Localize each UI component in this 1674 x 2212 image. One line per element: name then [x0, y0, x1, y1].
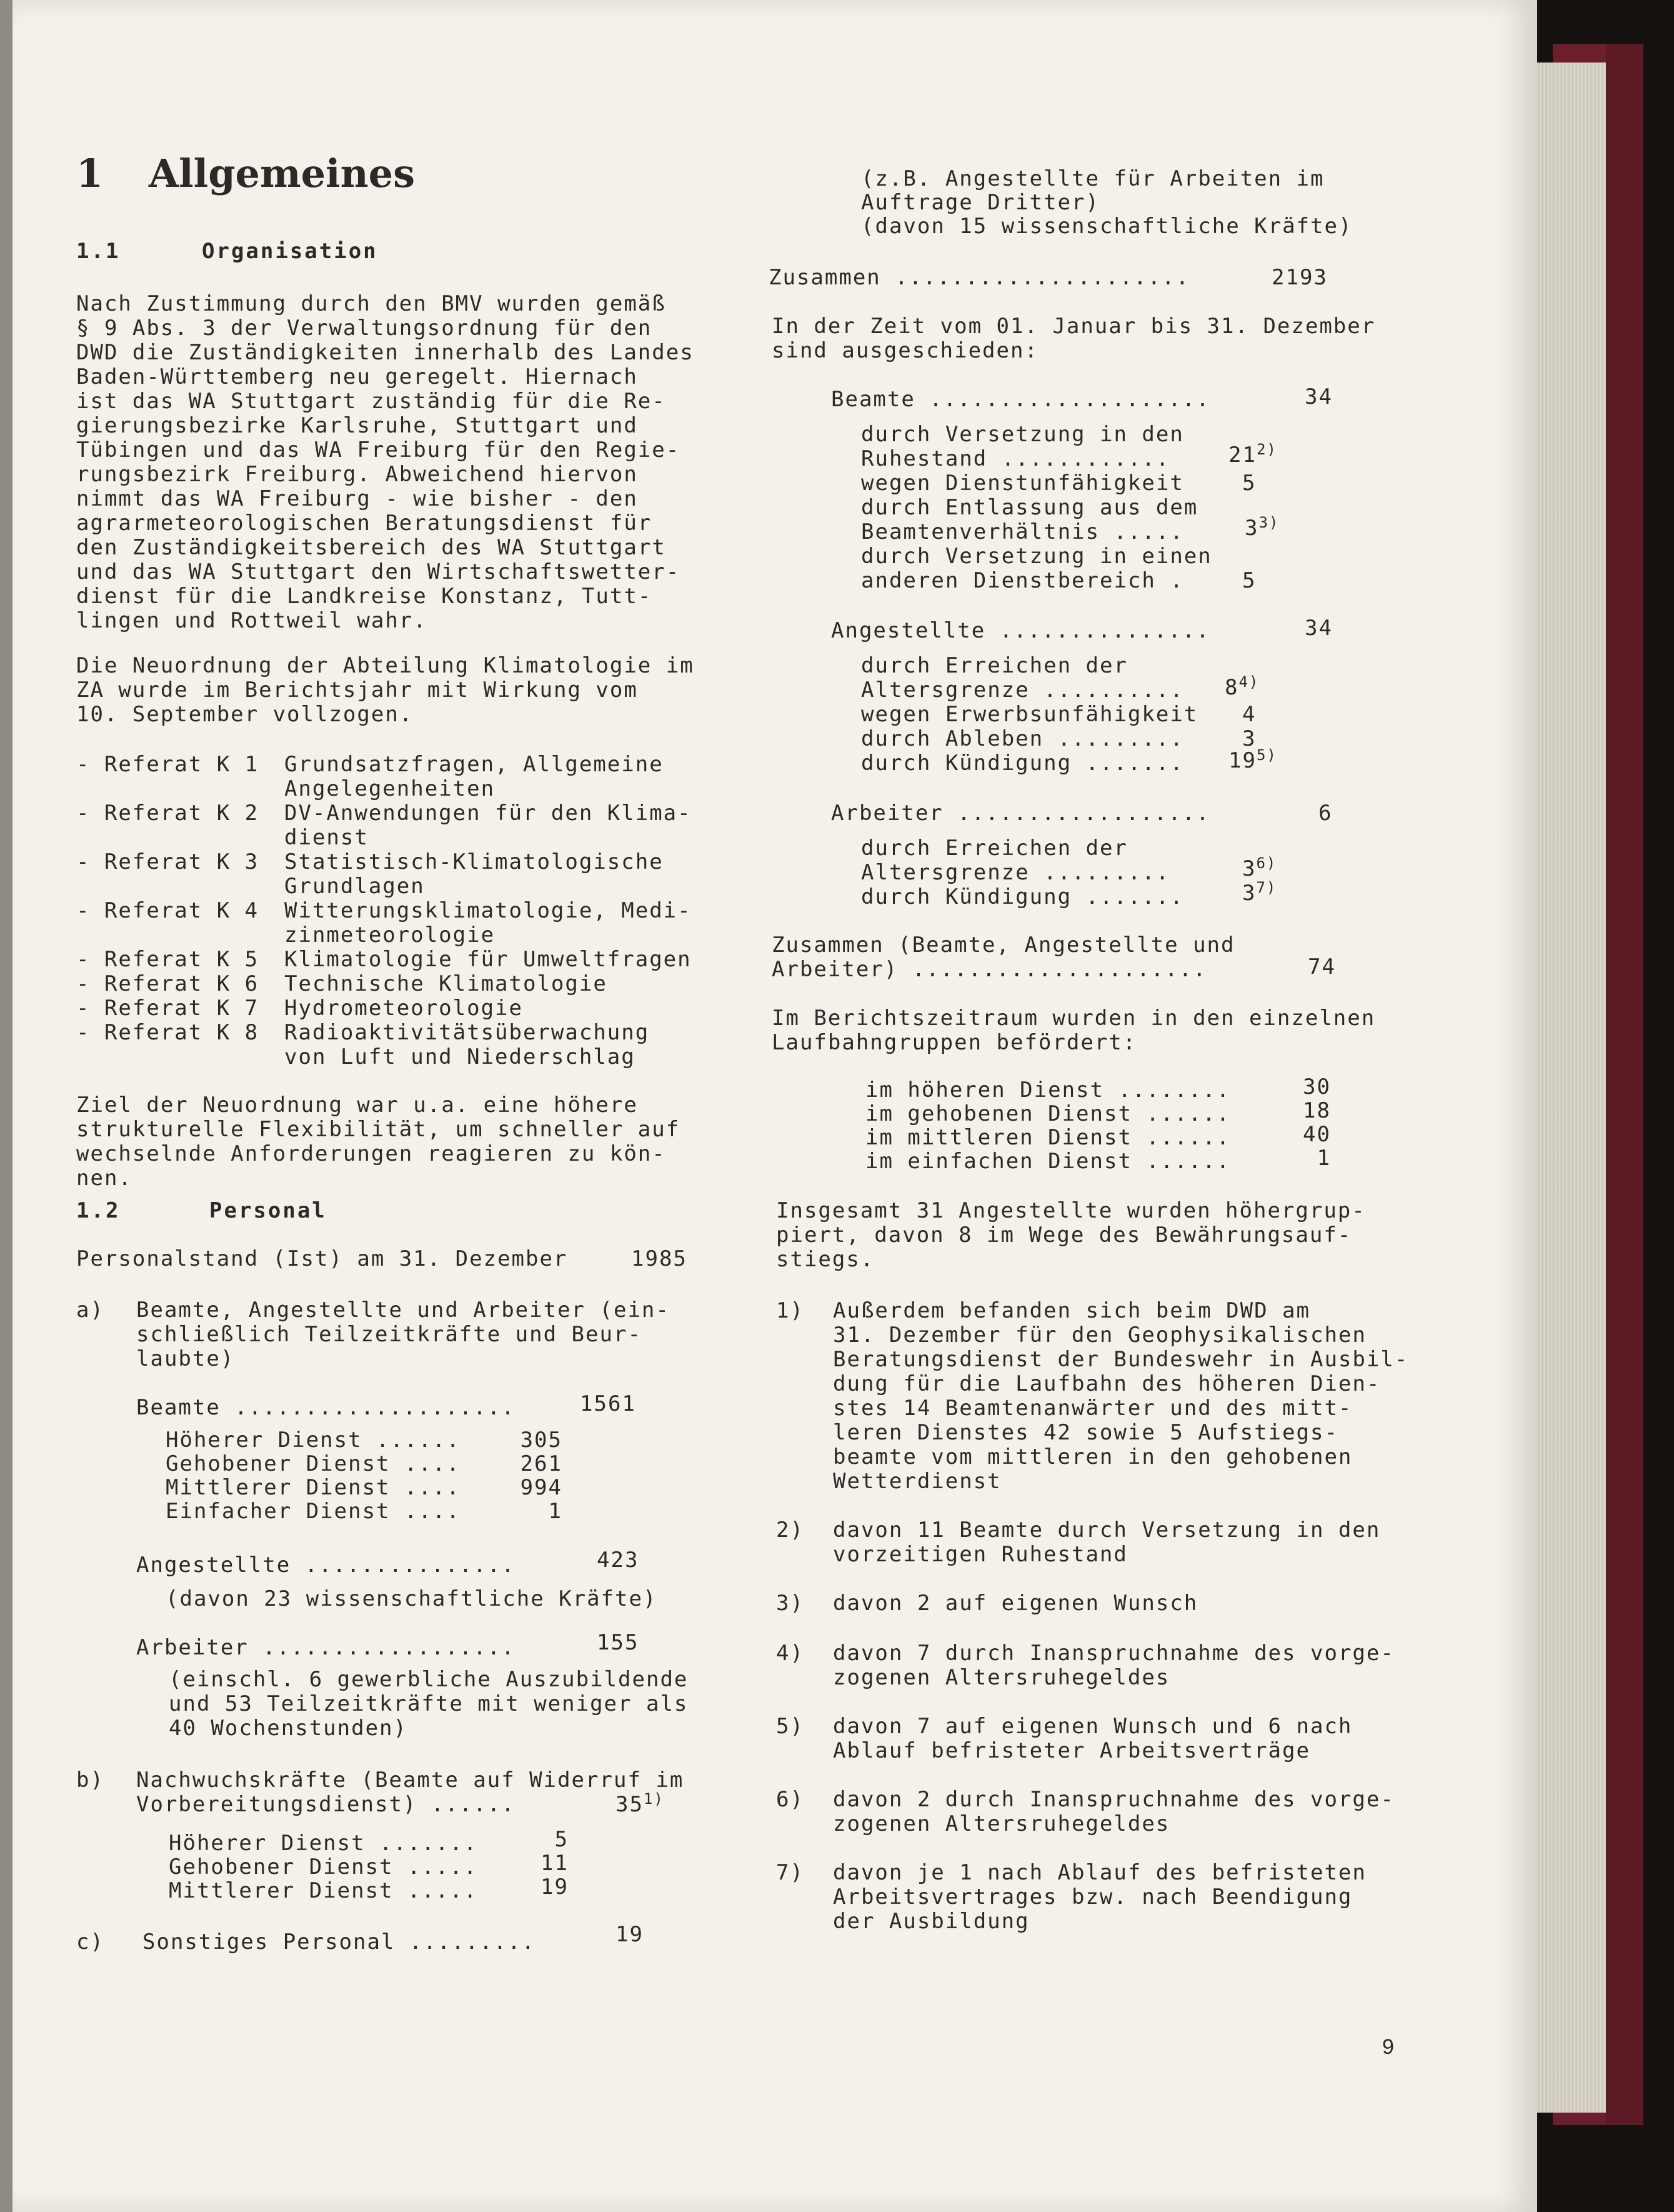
beamte-item-value: 994	[520, 1475, 562, 1500]
beamte-item-value: 261	[520, 1451, 562, 1476]
footnote-ref: 4)	[1238, 673, 1260, 691]
footnote-text: Außerdem befanden sich beim DWD am	[833, 1298, 1310, 1323]
detail-number: 21	[1228, 443, 1257, 468]
detail-label: wegen Dienstunfähigkeit	[861, 471, 1184, 496]
text-line: strukturelle Flexibilität, um schneller auf	[76, 1117, 680, 1142]
text-line: Auftrage Dritter)	[861, 190, 1100, 215]
detail-label: durch Erreichen der	[861, 836, 1128, 861]
arbeiter-value: 155	[597, 1630, 639, 1655]
referat-text: Grundlagen	[284, 874, 425, 899]
page-stack-edge	[1537, 63, 1606, 2113]
personalstand-label: Personalstand (Ist) am 31. Dezember	[76, 1246, 568, 1271]
footnote-text: zogenen Altersruhegeldes	[833, 1811, 1170, 1836]
list-marker-a: a)	[76, 1298, 104, 1323]
subsection-number: 1.1	[76, 239, 121, 264]
footnote-text: stes 14 Beamtenanwärter und des mitt-	[833, 1396, 1353, 1421]
text-line: sind ausgeschieden:	[772, 338, 1039, 363]
referat-label: - Referat K 4	[76, 898, 259, 923]
text-line: § 9 Abs. 3 der Verwaltungsordnung für den	[76, 316, 652, 341]
detail-value	[1242, 881, 1277, 906]
left-page-edge	[0, 0, 12, 2212]
detail-label: durch Entlassung aus dem	[861, 495, 1198, 520]
arbeiter-note: (einschl. 6 gewerbliche Auszubildende	[169, 1667, 689, 1692]
page-number: 9	[1382, 2035, 1394, 2059]
befoerdert-label: im höheren Dienst ........	[865, 1078, 1231, 1103]
text-line: Nachwuchskräfte (Beamte auf Widerruf im	[136, 1768, 684, 1793]
section-number: 1	[76, 151, 104, 196]
befoerdert-value: 40	[1303, 1122, 1331, 1147]
text-line: In der Zeit vom 01. Januar bis 31. Dezember	[772, 314, 1376, 339]
beamte-label: Beamte ....................	[136, 1395, 516, 1420]
referat-text: Hydrometeorologie	[284, 996, 523, 1021]
list-marker-c: c)	[76, 1929, 104, 1954]
referat-text: Witterungsklimatologie, Medi-	[284, 898, 692, 923]
text-line: Vorbereitungsdienst) ......	[136, 1792, 516, 1817]
text-line: rungsbezirk Freiburg. Abweichend hiervon	[76, 462, 638, 487]
befoerdert-label: im gehobenen Dienst ......	[865, 1101, 1231, 1126]
footnote-text: Arbeitsvertrages bzw. nach Beendigung	[833, 1884, 1353, 1909]
footnote-marker: 4)	[776, 1641, 804, 1666]
detail-label: durch Versetzung in einen	[861, 544, 1212, 569]
referat-text: von Luft und Niederschlag	[284, 1044, 635, 1069]
referat-label: - Referat K 7	[76, 996, 259, 1021]
detail-value	[1225, 675, 1259, 700]
personalstand-year: 1985	[631, 1246, 687, 1271]
text-line: Tübingen und das WA Freiburg für den Regie-	[76, 438, 680, 463]
detail-value	[1228, 443, 1277, 468]
text-line: Beamte, Angestellte und Arbeiter (ein-	[136, 1298, 670, 1323]
footnote-ref: 5)	[1256, 746, 1277, 764]
text-line: schließlich Teilzeitkräfte und Beur-	[136, 1322, 642, 1347]
referat-text: Angelegenheiten	[284, 776, 496, 801]
detail-value	[1242, 856, 1277, 881]
text-line: ist das WA Stuttgart zuständig für die Re-	[76, 389, 666, 414]
referat-text: Grundsatzfragen, Allgemeine	[284, 752, 664, 777]
text-line: wechselnde Anforderungen reagieren zu kön-	[76, 1141, 666, 1166]
referat-text: Radioaktivitätsüberwachung	[284, 1020, 650, 1045]
detail-value	[1245, 516, 1279, 541]
detail-label: Altersgrenze ..........	[861, 678, 1184, 703]
footnote-ref: 3)	[1258, 514, 1280, 531]
referat-text: Statistisch-Klimatologische	[284, 849, 664, 874]
text-line: DWD die Zuständigkeiten innerhalb des Landes	[76, 340, 694, 365]
ausgeschieden-arbeiter-value: 6	[1318, 801, 1333, 826]
arbeiter-label: Arbeiter ..................	[136, 1635, 516, 1660]
detail-value: 3	[1242, 726, 1257, 751]
referat-text: Klimatologie für Umweltfragen	[284, 947, 692, 972]
detail-label: durch Kündigung .......	[861, 751, 1184, 776]
detail-value: 4	[1242, 702, 1257, 727]
referat-label: - Referat K 6	[76, 971, 259, 996]
text-line: Insgesamt 31 Angestellte wurden höhergrup-	[776, 1198, 1366, 1223]
arbeiter-note: und 53 Teilzeitkräfte mit weniger als	[169, 1691, 689, 1716]
footnote-text: davon 11 Beamte durch Versetzung in den	[833, 1518, 1381, 1543]
footnote-text: zogenen Altersruhegeldes	[833, 1665, 1170, 1690]
zusammen-value: 2193	[1272, 265, 1328, 290]
text-line: gierungsbezirke Karlsruhe, Stuttgart und	[76, 413, 638, 438]
beamte-item-label: Gehobener Dienst ....	[166, 1451, 461, 1476]
detail-number: 3	[1242, 881, 1257, 906]
ausgeschieden-beamte-value: 34	[1305, 384, 1333, 409]
footnote-ref: 6)	[1256, 854, 1277, 872]
nachwuchs-item-value: 11	[541, 1851, 569, 1876]
text-line: piert, davon 8 im Wege des Bewährungsauf-	[776, 1223, 1352, 1248]
zusammen2-label: Arbeiter) .....................	[772, 957, 1207, 982]
text-line: 10. September vollzogen.	[76, 702, 414, 727]
befoerdert-value: 30	[1303, 1074, 1331, 1099]
footnote-text: dung für die Laufbahn des höheren Dien-	[833, 1371, 1381, 1396]
nachwuchs-number: 35	[615, 1792, 644, 1817]
detail-label: Altersgrenze .........	[861, 860, 1170, 885]
text-line: stiegs.	[776, 1247, 875, 1272]
detail-number: 8	[1225, 675, 1239, 700]
beamte-item-value: 305	[520, 1428, 562, 1453]
footnote-marker: 1)	[776, 1298, 804, 1323]
beamte-item-label: Höherer Dienst ......	[166, 1428, 461, 1453]
detail-label: Ruhestand ............	[861, 446, 1170, 471]
beamte-item-label: Einfacher Dienst ....	[166, 1499, 461, 1524]
referat-label: - Referat K 8	[76, 1020, 259, 1045]
text-line: den Zuständigkeitsbereich des WA Stuttgart	[76, 535, 666, 560]
detail-label: wegen Erwerbsunfähigkeit	[861, 702, 1198, 727]
ausgeschieden-arbeiter-label: Arbeiter ..................	[831, 801, 1210, 826]
nachwuchs-item-value: 5	[554, 1827, 569, 1852]
detail-number: 3	[1242, 856, 1257, 881]
nachwuchs-value	[615, 1792, 664, 1817]
nachwuchs-item-label: Gehobener Dienst .....	[169, 1854, 478, 1879]
footnote-text: leren Dienstes 42 sowie 5 Aufstiegs-	[833, 1420, 1338, 1445]
sonstiges-value: 19	[615, 1922, 644, 1947]
detail-label: Beamtenverhältnis .....	[861, 519, 1184, 544]
book-cover-edge	[1606, 44, 1643, 2125]
text-line: Zusammen (Beamte, Angestellte und	[772, 933, 1235, 958]
befoerdert-value: 18	[1303, 1098, 1331, 1123]
angestellte-value: 423	[597, 1548, 639, 1573]
befoerdert-value: 1	[1317, 1146, 1331, 1171]
section-title: Allgemeines	[149, 151, 416, 196]
text-line: nen.	[76, 1166, 132, 1191]
referat-text: Technische Klimatologie	[284, 971, 607, 996]
footnote-marker: 2)	[776, 1518, 804, 1543]
detail-value: 5	[1242, 471, 1257, 496]
nachwuchs-item-label: Höherer Dienst .......	[169, 1831, 478, 1856]
footnote-marker: 5)	[776, 1714, 804, 1739]
referat-text: DV-Anwendungen für den Klima-	[284, 801, 692, 826]
text-line: (z.B. Angestellte für Arbeiten im	[861, 166, 1325, 191]
referat-text: dienst	[284, 825, 369, 850]
text-line: Im Berichtszeitraum wurden in den einzelnen	[772, 1006, 1376, 1031]
nachwuchs-item-value: 19	[541, 1874, 569, 1899]
footnote-marker: 7)	[776, 1860, 804, 1885]
footnote-text: davon je 1 nach Ablauf des befristeten	[833, 1860, 1367, 1885]
text-line: Nach Zustimmung durch den BMV wurden gemäß	[76, 291, 666, 316]
beamte-item-value: 1	[548, 1499, 562, 1524]
text-line: lingen und Rottweil wahr.	[76, 608, 427, 633]
text-line: Die Neuordnung der Abteilung Klimatologie im	[76, 653, 694, 678]
ausgeschieden-angestellte-value: 34	[1305, 616, 1333, 641]
text-line: laubte)	[136, 1346, 235, 1371]
nachwuchs-item-label: Mittlerer Dienst .....	[169, 1878, 478, 1903]
footnote-text: davon 2 auf eigenen Wunsch	[833, 1591, 1198, 1616]
detail-number: 3	[1245, 516, 1259, 541]
footnote-ref: 1)	[643, 1790, 664, 1808]
referat-label: - Referat K 1	[76, 752, 259, 777]
subsection-title: Personal	[209, 1198, 327, 1223]
detail-value	[1228, 748, 1277, 773]
referat-label: - Referat K 3	[76, 849, 259, 874]
footnote-ref: 7)	[1256, 879, 1277, 896]
footnote-text: der Ausbildung	[833, 1909, 1030, 1934]
referat-label: - Referat K 5	[76, 947, 259, 972]
sonstiges-label: Sonstiges Personal .........	[142, 1929, 536, 1954]
zusammen2-value: 74	[1308, 954, 1336, 979]
text-line: nimmt das WA Freiburg - wie bisher - den	[76, 486, 638, 511]
ausgeschieden-beamte-label: Beamte ....................	[831, 387, 1210, 412]
footnote-text: Ablauf befristeter Arbeitsverträge	[833, 1738, 1310, 1763]
befoerdert-label: im einfachen Dienst ......	[865, 1149, 1231, 1174]
footnote-text: davon 7 auf eigenen Wunsch und 6 nach	[833, 1714, 1353, 1739]
text-line: Baden-Württemberg neu geregelt. Hiernach	[76, 364, 638, 389]
detail-value: 5	[1242, 568, 1257, 593]
angestellte-label: Angestellte ...............	[136, 1553, 516, 1578]
subsection-title: Organisation	[202, 239, 378, 264]
arbeiter-note: 40 Wochenstunden)	[169, 1716, 407, 1741]
footnote-text: Wetterdienst	[833, 1469, 1002, 1494]
list-marker-b: b)	[76, 1768, 104, 1793]
text-line: agrarmeteorologischen Beratungsdienst für	[76, 511, 652, 536]
text-line: Laufbahngruppen befördert:	[772, 1030, 1137, 1055]
footnote-text: Beratungsdienst der Bundeswehr in Ausbil-	[833, 1347, 1409, 1372]
ausgeschieden-angestellte-label: Angestellte ...............	[831, 618, 1210, 643]
beamte-value: 1561	[580, 1391, 636, 1416]
text-line: dienst für die Landkreise Konstanz, Tutt-	[76, 584, 652, 609]
footnote-text: vorzeitigen Ruhestand	[833, 1542, 1128, 1567]
footnote-text: beamte vom mittleren in den gehobenen	[833, 1444, 1353, 1469]
angestellte-note: (davon 23 wissenschaftliche Kräfte)	[166, 1586, 657, 1611]
footnote-text: davon 2 durch Inanspruchnahme des vorge-	[833, 1787, 1395, 1812]
text-line: und das WA Stuttgart den Wirtschaftswetter-	[76, 559, 680, 584]
detail-number: 19	[1228, 748, 1257, 773]
subsection-number: 1.2	[76, 1198, 121, 1223]
footnote-ref: 2)	[1256, 441, 1277, 458]
detail-label: durch Erreichen der	[861, 653, 1128, 678]
footnote-text: davon 7 durch Inanspruchnahme des vorge-	[833, 1641, 1395, 1666]
text-line: ZA wurde im Berichtsjahr mit Wirkung vom	[76, 678, 638, 703]
text-line: (davon 15 wissenschaftliche Kräfte)	[861, 214, 1353, 239]
detail-label: durch Ableben .........	[861, 726, 1184, 751]
referat-text: zinmeteorologie	[284, 923, 496, 948]
text-line: Ziel der Neuordnung war u.a. eine höhere	[76, 1093, 638, 1118]
footnote-text: 31. Dezember für den Geophysikalischen	[833, 1323, 1367, 1348]
detail-label: anderen Dienstbereich .	[861, 568, 1184, 593]
beamte-item-label: Mittlerer Dienst ....	[166, 1475, 461, 1500]
footnote-marker: 3)	[776, 1591, 804, 1616]
detail-label: durch Versetzung in den	[861, 422, 1184, 447]
referat-label: - Referat K 2	[76, 801, 259, 826]
zusammen-label: Zusammen .....................	[769, 265, 1190, 290]
befoerdert-label: im mittleren Dienst ......	[865, 1125, 1231, 1150]
detail-label: durch Kündigung .......	[861, 884, 1184, 909]
footnote-marker: 6)	[776, 1787, 804, 1812]
